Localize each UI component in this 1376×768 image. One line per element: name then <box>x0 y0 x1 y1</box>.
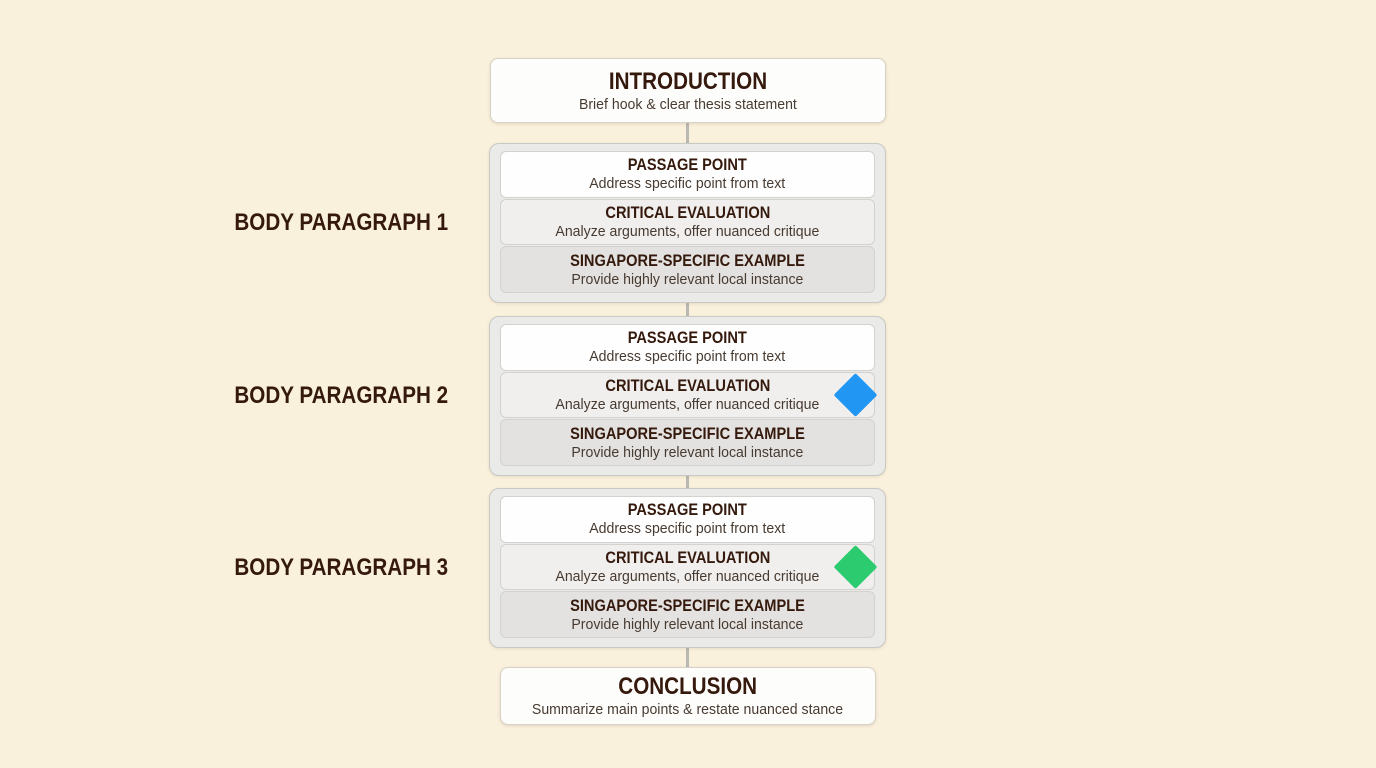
singapore-example-box <box>500 591 875 638</box>
body-paragraph-2-group <box>489 316 886 476</box>
singapore-example-subtitle: Provide highly relevant local instance <box>571 615 804 633</box>
passage-point-title: PASSAGE POINT <box>627 328 748 348</box>
critical-evaluation-title: CRITICAL EVALUATION <box>605 203 770 222</box>
body-paragraph-3-label <box>135 554 465 582</box>
introduction-title <box>596 68 780 95</box>
critical-evaluation-box <box>500 544 875 591</box>
critical-evaluation-box <box>500 372 875 419</box>
passage-point-box <box>500 496 875 543</box>
body-paragraph-1-label-text: BODY PARAGRAPH 1 <box>233 209 448 236</box>
passage-point-subtitle: Address specific point from text <box>589 175 786 193</box>
singapore-example-box <box>500 246 875 293</box>
singapore-example-title: SINGAPORE-SPECIFIC EXAMPLE <box>570 595 805 615</box>
passage-point-box <box>500 151 875 198</box>
conclusion-subtitle <box>522 700 853 719</box>
green-diamond-marker <box>834 545 878 589</box>
passage-point-subtitle: Address specific point from text <box>589 520 786 538</box>
passage-point-subtitle: Address specific point from text <box>589 348 786 366</box>
singapore-example-title: SINGAPORE-SPECIFIC EXAMPLE <box>570 423 805 443</box>
conclusion-title-text: CONCLUSION <box>618 673 758 700</box>
passage-point-title: PASSAGE POINT <box>627 500 748 520</box>
body-paragraph-2-label <box>135 382 465 410</box>
body-paragraph-1-label <box>135 209 465 237</box>
introduction-subtitle <box>572 95 804 114</box>
critical-evaluation-subtitle: Analyze arguments, offer nuanced critique <box>555 396 820 413</box>
conclusion-box <box>500 667 876 725</box>
critical-evaluation-title: CRITICAL EVALUATION <box>605 548 770 567</box>
singapore-example-box <box>500 419 875 466</box>
blue-diamond-marker <box>834 373 878 417</box>
passage-point-box <box>500 324 875 371</box>
introduction-title-text: INTRODUCTION <box>608 67 768 95</box>
body-paragraph-1-group <box>489 143 886 303</box>
introduction-subtitle-text: Brief hook & clear thesis statement <box>579 95 797 113</box>
conclusion-subtitle-text: Summarize main points & restate nuanced stance <box>532 701 844 718</box>
critical-evaluation-subtitle: Analyze arguments, offer nuanced critique <box>555 568 820 585</box>
critical-evaluation-box <box>500 199 875 246</box>
singapore-example-subtitle: Provide highly relevant local instance <box>571 443 804 461</box>
singapore-example-subtitle: Provide highly relevant local instance <box>571 270 804 288</box>
body-paragraph-3-label-text: BODY PARAGRAPH 3 <box>233 554 448 581</box>
conclusion-title <box>607 673 768 700</box>
body-paragraph-2-label-text: BODY PARAGRAPH 2 <box>233 382 448 409</box>
singapore-example-title: SINGAPORE-SPECIFIC EXAMPLE <box>570 250 805 270</box>
passage-point-title: PASSAGE POINT <box>627 155 748 175</box>
body-paragraph-3-group <box>489 488 886 648</box>
introduction-box <box>490 58 886 123</box>
critical-evaluation-subtitle: Analyze arguments, offer nuanced critique <box>555 223 820 240</box>
critical-evaluation-title: CRITICAL EVALUATION <box>605 376 770 395</box>
